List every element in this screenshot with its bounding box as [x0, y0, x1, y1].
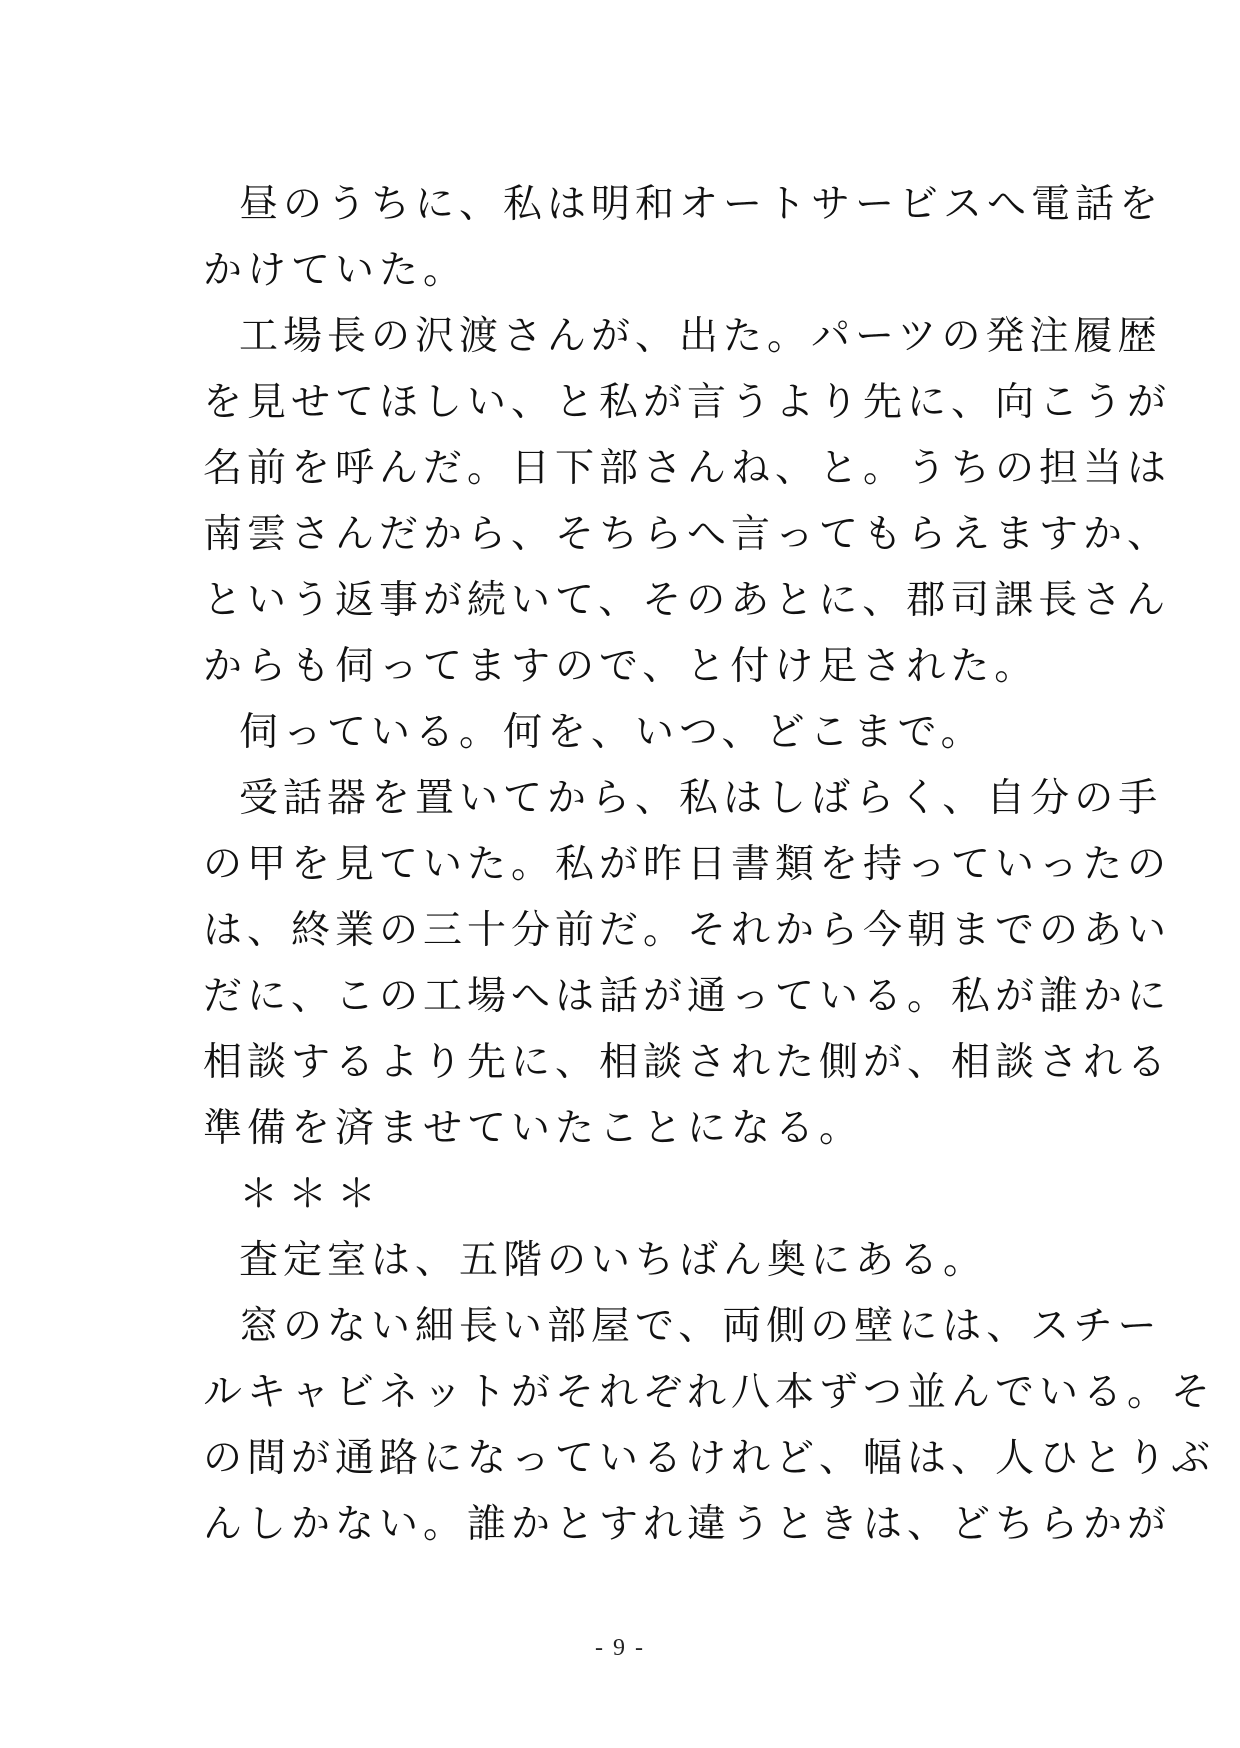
text-line: の甲を見ていた。私が昨日書類を持っていったの — [203, 842, 1172, 887]
text-line: の間が通路になっているけれど、幅は、人ひとりぶ — [203, 1436, 1216, 1481]
text-line: 南雲さんだから、そちらへ言ってもらえますか、 — [203, 512, 1172, 557]
text-line: 昼のうちに、私は明和オートサービスへ電話を — [239, 182, 1164, 227]
page-number: - 9 - — [595, 1635, 645, 1661]
text-line: 工場長の沢渡さんが、出た。パーツの発注履歴 — [239, 314, 1162, 359]
section-break: ＊＊＊ — [239, 1172, 387, 1217]
text-line: 伺っている。何を、いつ、どこまで。 — [239, 710, 985, 755]
text-line: は、終業の三十分前だ。それから今朝までのあい — [203, 908, 1172, 953]
text-line: という返事が続いて、そのあとに、郡司課長さん — [203, 578, 1171, 623]
text-line: を見せてほしい、と私が言うより先に、向こうが — [203, 380, 1172, 425]
text-line: からも伺ってますので、と付け足された。 — [203, 644, 1039, 689]
text-line: 準備を済ませていたことになる。 — [203, 1106, 864, 1151]
text-line: 受話器を置いてから、私はしばらく、自分の手 — [239, 776, 1163, 821]
text-line: 相談するより先に、相談された側が、相談される — [203, 1040, 1172, 1085]
text-line: んしかない。誰かとすれ違うときは、どちらかが — [203, 1502, 1172, 1547]
text-line: だに、この工場へは話が通っている。私が誰かに — [203, 974, 1172, 1019]
text-line: 窓のない細長い部屋で、両側の壁には、スチー — [239, 1304, 1162, 1349]
body-text — [203, 172, 1216, 1558]
text-line: 査定室は、五階のいちばん奥にある。 — [239, 1238, 988, 1283]
text-line: 名前を呼んだ。日下部さんね、と。うちの担当は — [203, 446, 1172, 491]
text-line: かけていた。 — [203, 248, 468, 293]
text-line: ルキャビネットがそれぞれ八本ずつ並んでいる。そ — [203, 1370, 1216, 1415]
